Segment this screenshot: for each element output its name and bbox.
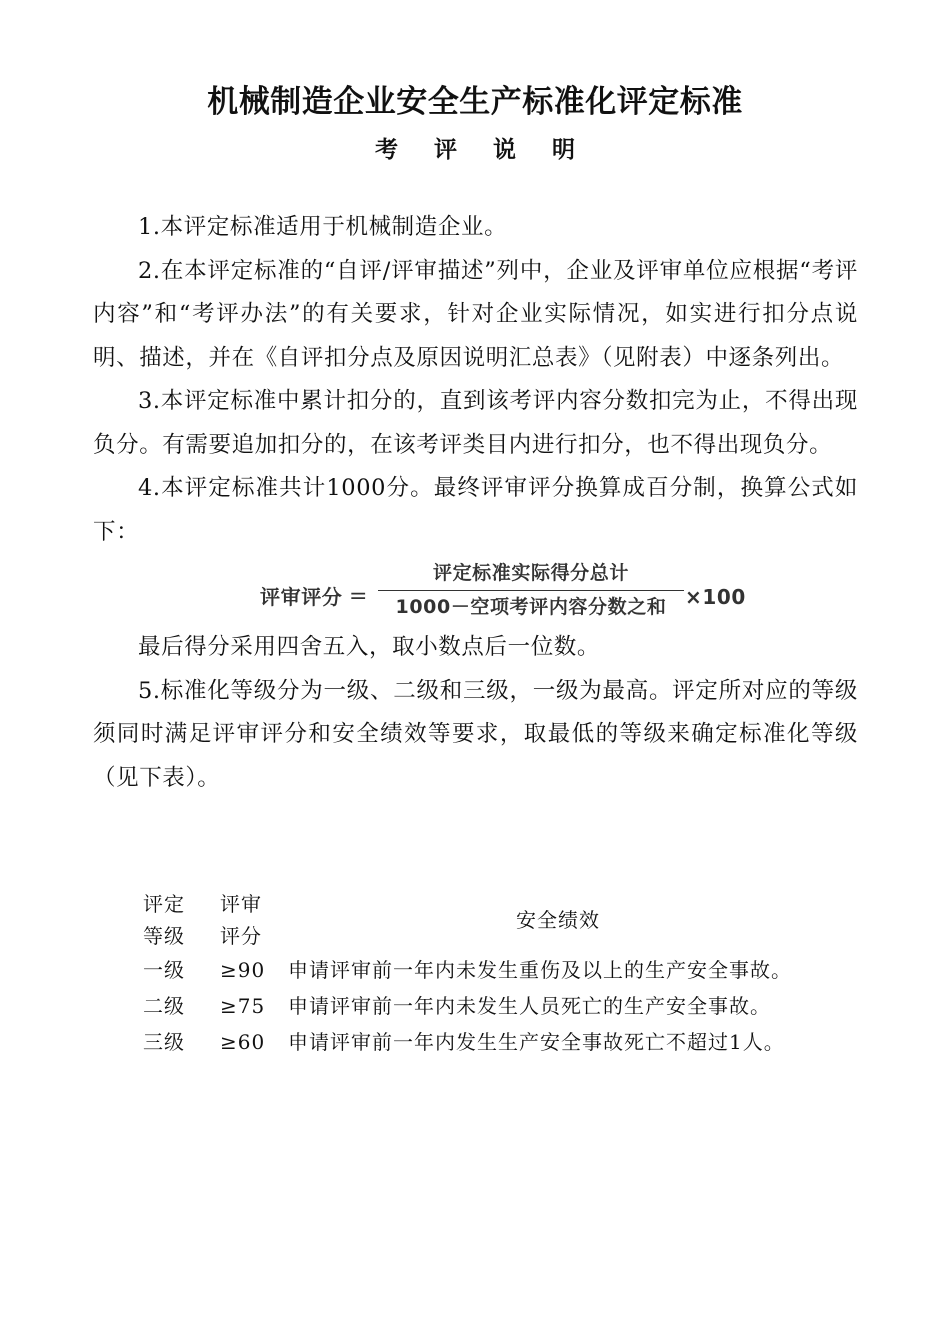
document-body [93,206,858,800]
header-performance: 安全绩效 [516,908,600,932]
formula-lhs: 评审评分 [260,585,343,609]
formula-numerator: 评定标准实际得分总计 [432,562,629,584]
performance-cell: 申请评审前一年内未发生重伤及以上的生产安全事故。 [288,958,792,982]
paragraph-rounding: 最后得分采用四舍五入，取小数点后一位数。 [138,634,601,660]
table-header-row-1 [143,888,898,920]
formula-denominator: 1000－空项考评内容分数之和 [395,596,667,618]
header-grade-line2: 等级 [143,924,185,948]
paragraph-3: 3.本评定标准中累计扣分的，直到该考评内容分数扣完为止，不得出现负分。有需要追加扣分的，在该考评类目内进行扣分，也不得出现负分。 [93,388,858,458]
document-title: 机械制造企业安全生产标准化评定标准 [207,84,743,120]
grade-cell: 二级 [143,994,185,1018]
grade-cell: 三级 [143,1030,185,1054]
grade-table [143,888,898,1060]
fraction-bar [378,590,684,591]
paragraph-1: 1.本评定标准适用于机械制造企业。 [138,214,508,240]
formula-multiplier: ×100 [685,585,746,609]
paragraph-2: 2.在本评定标准的“自评/评审描述”列中，企业及评审单位应根据“考评内容”和“考评办法”的有关要求，针对企业实际情况，如实进行扣分点说明、描述，并在《自评扣分点及原因说明汇总表》（见附表）中逐条列出。 [93,257,858,371]
formula-fraction [378,560,684,620]
paragraph-4: 4.本评定标准共计1000分。最终评审评分换算成百分制，换算公式如下： [93,475,858,545]
header-grade-line1: 评定 [143,892,185,916]
table-row [143,988,898,1024]
performance-cell: 申请评审前一年内未发生人员死亡的生产安全事故。 [288,994,771,1018]
table-row [143,1024,898,1060]
score-cell: ≥75 [220,994,266,1018]
formula-equals: = [349,584,369,609]
header-score-line1: 评审 [220,892,262,916]
score-formula [93,560,858,626]
score-cell: ≥60 [220,1030,266,1054]
document-subtitle: 考 评 说 明 [374,137,590,163]
performance-cell: 申请评审前一年内发生生产安全事故死亡不超过1人。 [288,1030,785,1054]
score-cell: ≥90 [220,958,266,982]
paragraph-5: 5.标准化等级分为一级、二级和三级，一级为最高。评定所对应的等级须同时满足评审评分和安全绩效等要求，取最低的等级来确定标准化等级（见下表）。 [93,677,858,791]
table-row [143,952,898,988]
header-score-line2: 评分 [220,924,262,948]
grade-cell: 一级 [143,958,185,982]
